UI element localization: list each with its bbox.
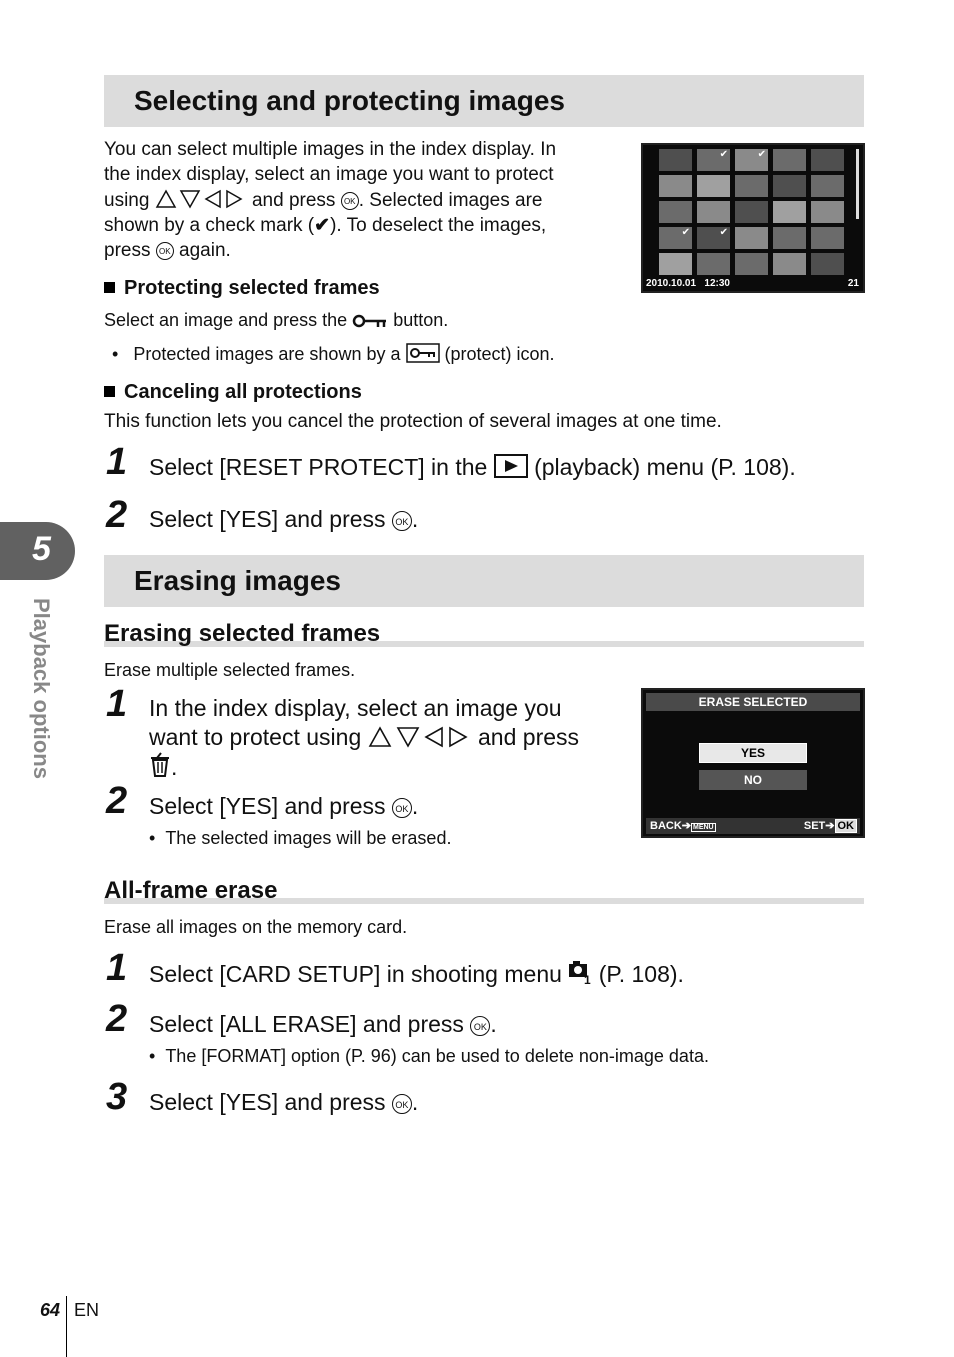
erase-bullet: • The selected images will be erased. [149,826,451,851]
protecting-bullet: • Protected images are shown by a (protect) icon. [112,342,555,367]
step-number: 3 [106,1076,128,1118]
erase-selected-screenshot [641,688,865,838]
step-number: 1 [106,441,128,483]
trash-icon [149,752,171,778]
screen-title: ERASE SELECTED [646,693,860,711]
index-display-screenshot: ✔ ✔ ✔ ✔ 2010.10.01 12:30 21 [641,143,865,293]
ok-button-icon: OK [392,511,412,531]
format-bullet: • The [FORMAT] option (P. 96) can be used to delete non-image data. [149,1044,709,1069]
index-date: 2010.10.01 [646,278,697,289]
step-text: Select [CARD SETUP] in shooting menu 1 (P. 108). [149,961,684,987]
chapter-tab [0,522,75,580]
ok-button-icon: OK [392,1094,412,1114]
svg-text:1: 1 [584,973,591,985]
shooting-menu-icon [568,959,592,985]
step-text: In the index display, select an image you want to protect using and press . [149,695,580,780]
all-frame-text: Erase all images on the memory card. [104,917,408,937]
chapter-number: 5 [32,530,51,568]
subsection-heading: Erasing selected frames [104,620,864,650]
step-text: Select [RESET PROTECT] in the (playback) menu (P. 108). [149,454,796,480]
section-title: Erasing images [134,565,341,596]
protecting-text: Select an image and press the button. [104,310,449,330]
page-number: 64 [40,1300,61,1320]
set-hint: SET➔ OK [804,819,857,832]
back-hint: BACK➔ MENU [650,820,714,832]
erase-selected-text: Erase multiple selected frames. [104,660,356,680]
step-number: 2 [106,780,128,822]
protect-icon [406,343,440,363]
step-text: Select [ALL ERASE] and press OK . [149,1011,497,1037]
section-title-band [104,75,864,127]
arrow-keys-icon [155,189,247,209]
check-mark-icon: ✔ [314,214,331,236]
ok-button-icon: OK [341,192,359,210]
step-text: Select [YES] and press OK . [149,793,419,819]
step-text: Select [YES] and press OK . [149,1089,419,1115]
intro-paragraph: You can select multiple images in the index display. In the index display, select an image you want to protect using and press OK . Selected images are shown by a check mark (✔). To deselect the images, press OK again. [104,139,557,262]
section-title-band [104,555,864,607]
step-number: 1 [106,947,128,989]
index-time: 12:30 [704,278,730,289]
step-number: 2 [106,494,128,536]
step-number: 2 [106,998,128,1040]
section-title: Selecting and protecting images [134,85,565,116]
canceling-text: This function lets you cancel the protection of several images at one time. [104,411,722,432]
step-number: 1 [106,683,128,725]
protecting-heading: Protecting selected frames [104,276,380,301]
arrow-keys-icon [368,726,472,748]
chapter-side-label: Playback options [29,598,54,779]
canceling-heading: Canceling all protections [104,380,362,405]
footer-divider [66,1296,67,1357]
subsection-heading: All-frame erase [104,877,864,907]
no-option: NO [699,770,807,790]
playback-icon [494,454,528,478]
yes-option: YES [699,743,807,763]
language-code: EN [74,1300,100,1320]
index-count: 21 [847,278,859,289]
ok-button-icon: OK [392,798,412,818]
ok-button-icon: OK [470,1016,490,1036]
step-text: Select [YES] and press OK . [149,506,419,532]
ok-button-icon: OK [156,242,174,260]
key-icon [352,313,388,329]
